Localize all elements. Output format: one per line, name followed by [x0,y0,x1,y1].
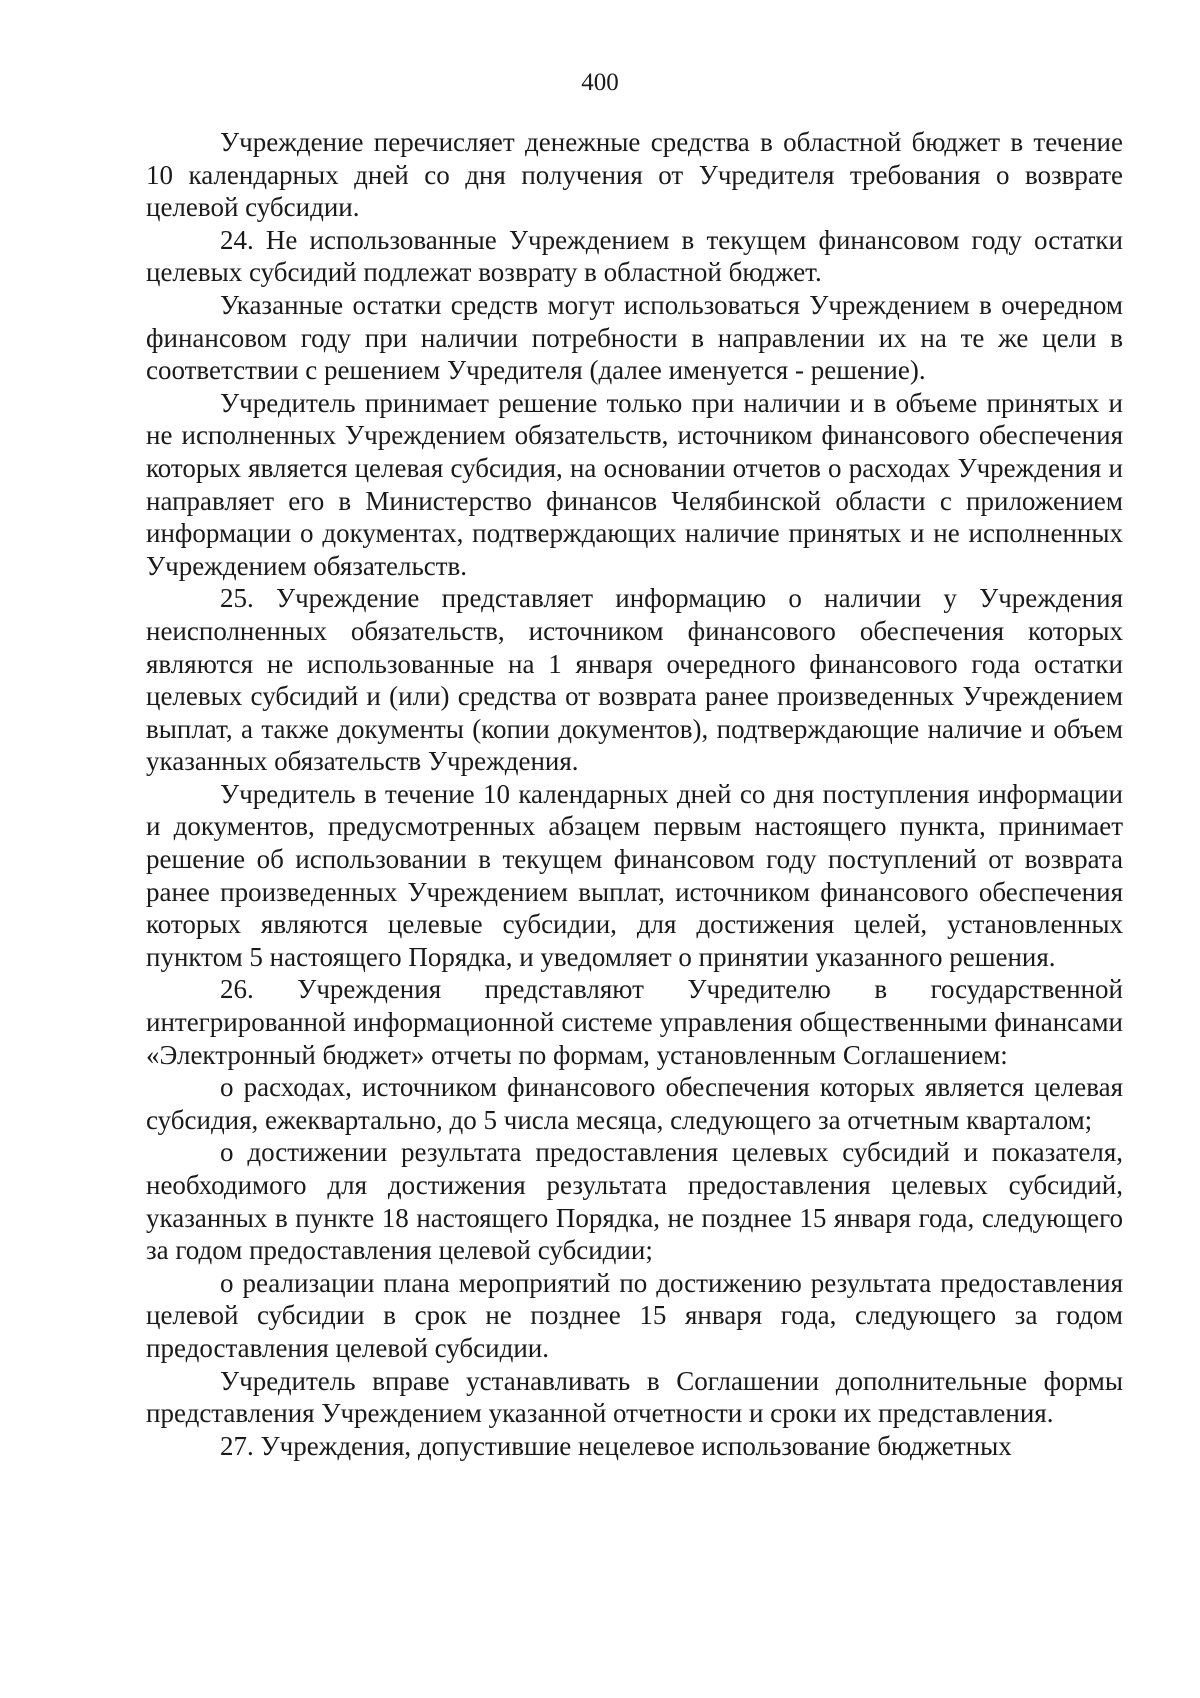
paragraph-item-24: 24. Не использованные Учреждением в текущем финансовом году остатки целевых субсидий подлежат возврату в областной бюджет. [146,224,1123,288]
paragraph-additional-forms: Учредитель вправе устанавливать в Соглашении дополнительные формы представления Учреждением указанной отчетности и сроки их представления. [146,1365,1123,1429]
paragraph-report-plan: о реализации плана мероприятий по достижению результата предоставления целевой субсидии в срок не позднее 15 января года, следующего за годом предоставления целевой субсидии. [146,1267,1123,1363]
paragraph-item-26: 26. Учреждения представляют Учредителю в государственной интегрированной информационной системе управления общественными финансами «Электронный бюджет» отчеты по формам, установленным Соглашением: [146,974,1123,1070]
paragraph-founder-review: Учредитель в течение 10 календарных дней со дня поступления информации и документов, предусмотренных абзацем первым настоящего пункта, принимает решение об использовании в текущем финансовом году поступлений от возврата ранее произведенных Учреждением выплат, источником финансового обеспечения которых являются целевые субсидии, для достижения целей, установленных пунктом 5 настоящего Порядка, и уведомляет о принятии указанного решения. [146,778,1123,972]
page-number: 400 [581,69,619,96]
paragraph-report-expenses: о расходах, источником финансового обеспечения которых является целевая субсидия, ежеквартально, до 5 числа месяца, следующего за отчетным кварталом; [146,1072,1123,1135]
paragraph-report-results: о достижении результата предоставления целевых субсидий и показателя, необходимого для достижения результата предоставления целевых субсидий, указанных в пункте 18 настоящего Порядка, не позднее 15 января года, следующего за годом предоставления целевой субсидии; [146,1137,1123,1266]
paragraph-item-25: 25. Учреждение представляет информацию о наличии у Учреждения неисполненных обязательств, источником финансового обеспечения которых являются не использованные на 1 января очередного финансового года остатки целевых субсидий и (или) средства от возврата ранее произведенных Учреждением выплат, а также документы (копии документов), подтверждающие наличие и объем указанных обязательств Учреждения. [146,583,1123,777]
paragraph-item-27: 27. Учреждения, допустившие нецелевое использование бюджетных [220,1430,1012,1461]
paragraph-remaining-funds: Указанные остатки средств могут использоваться Учреждением в очередном финансовом году при наличии потребности в направлении их на те же цели в соответствии с решением Учредителя (далее именуется - решение). [146,289,1123,386]
paragraph-founder-decision: Учредитель принимает решение только при наличии и в объеме принятых и не исполненных Учреждением обязательств, источником финансового обеспечения которых является целевая субсидия, на основании отчетов о расходах Учреждения и направляет его в Министерство финансов Челябинской области с приложением информации о документах, подтверждающих наличие принятых и не исполненных Учреждением обязательств. [146,387,1123,581]
paragraph-refund-transfer: Учреждение перечисляет денежные средства в областной бюджет в течение 10 календарных дней со дня получения от Учредителя требования о возврате целевой субсидии. [146,127,1123,223]
document-body [146,126,1123,1462]
